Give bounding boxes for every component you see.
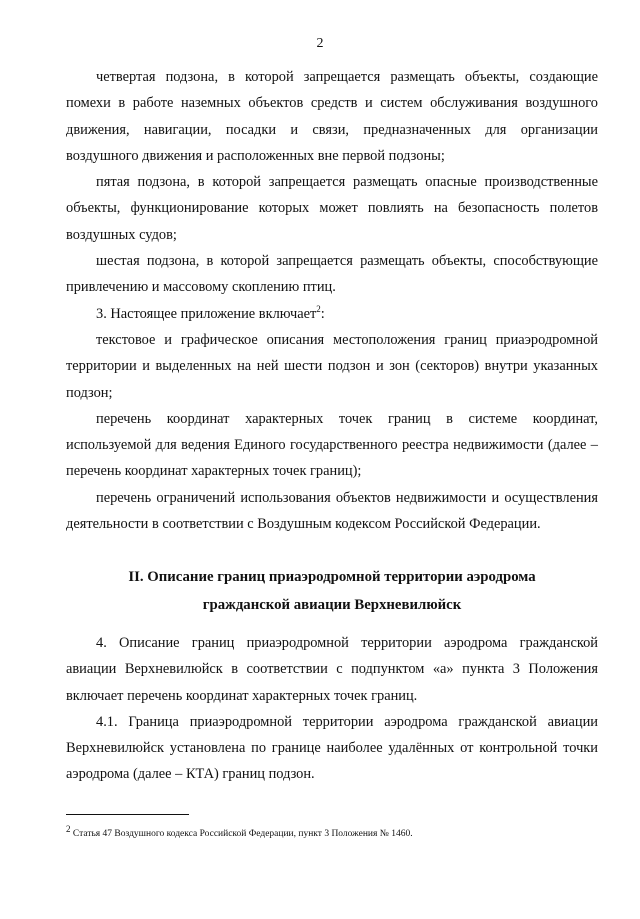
footnote-divider <box>66 814 189 815</box>
footnote-text: Статья 47 Воздушного кодекса Российской Федерации, пункт 3 Положения № 1460. <box>70 829 413 839</box>
section-body <box>66 630 598 788</box>
item-3-suffix: : <box>320 305 325 322</box>
list-item-description: текстовое и графическое описания местоположения границ приаэродромной территории и выделенных на ней шести подзон и зон (секторов) внутри указанных подзон; <box>66 331 598 401</box>
paragraph-item-3 <box>66 301 598 327</box>
section-title <box>66 563 598 619</box>
item-3-text: 3. Настоящее приложение включает <box>96 305 317 322</box>
main-text <box>66 64 598 537</box>
paragraph-item-4: 4. Описание границ приаэродромной территории аэродрома гражданской авиации Верхневилюйск в соответствии с подпунктом «а» пункта 3 Положения включает перечень координат характерных точек границ. <box>66 635 598 704</box>
section-title-line-2: гражданской авиации Верхневилюйск <box>202 597 462 613</box>
footnote-reference[interactable]: 2 <box>316 303 321 314</box>
paragraph-subzone-6: шестая подзона, в которой запрещается размещать объекты, способствующие привлечению и массовому скоплению птиц. <box>66 253 598 296</box>
paragraph-subzone-4: четвертая подзона, в которой запрещается размещать объекты, создающие помехи в работе наземных объектов средств и систем обслуживания воздушного движения, навигации, посадки и связи, предназначенных для организации воздушного движения и расположенных вне первой подзоны; <box>66 69 598 164</box>
footnote <box>66 823 598 840</box>
list-item-restrictions: перечень ограничений использования объектов недвижимости и осуществления деятельности в соответствии с Воздушным кодексом Российской Федерации. <box>66 489 598 533</box>
list-item-coordinates: перечень координат характерных точек границ в системе координат, используемой для ведения Единого государственного реестра недвижимости (далее – перечень координат характерных точек границ); <box>66 410 598 480</box>
footnote-marker: 2 <box>66 823 71 834</box>
paragraph-item-4-1: 4.1. Граница приаэродромной территории аэродрома гражданской авиации Верхневилюйск установлена по границе наиболее удалённых от контрольной точки аэродрома (далее – КТА) границ подзон. <box>66 713 598 783</box>
section-title-line-1: II. Описание границ приаэродромной территории аэродрома <box>128 569 536 585</box>
paragraph-subzone-5: пятая подзона, в которой запрещается размещать опасные производственные объекты, функционирование которых может повлиять на безопасность полетов воздушных судов; <box>66 174 598 243</box>
page-number: 2 <box>316 36 324 51</box>
